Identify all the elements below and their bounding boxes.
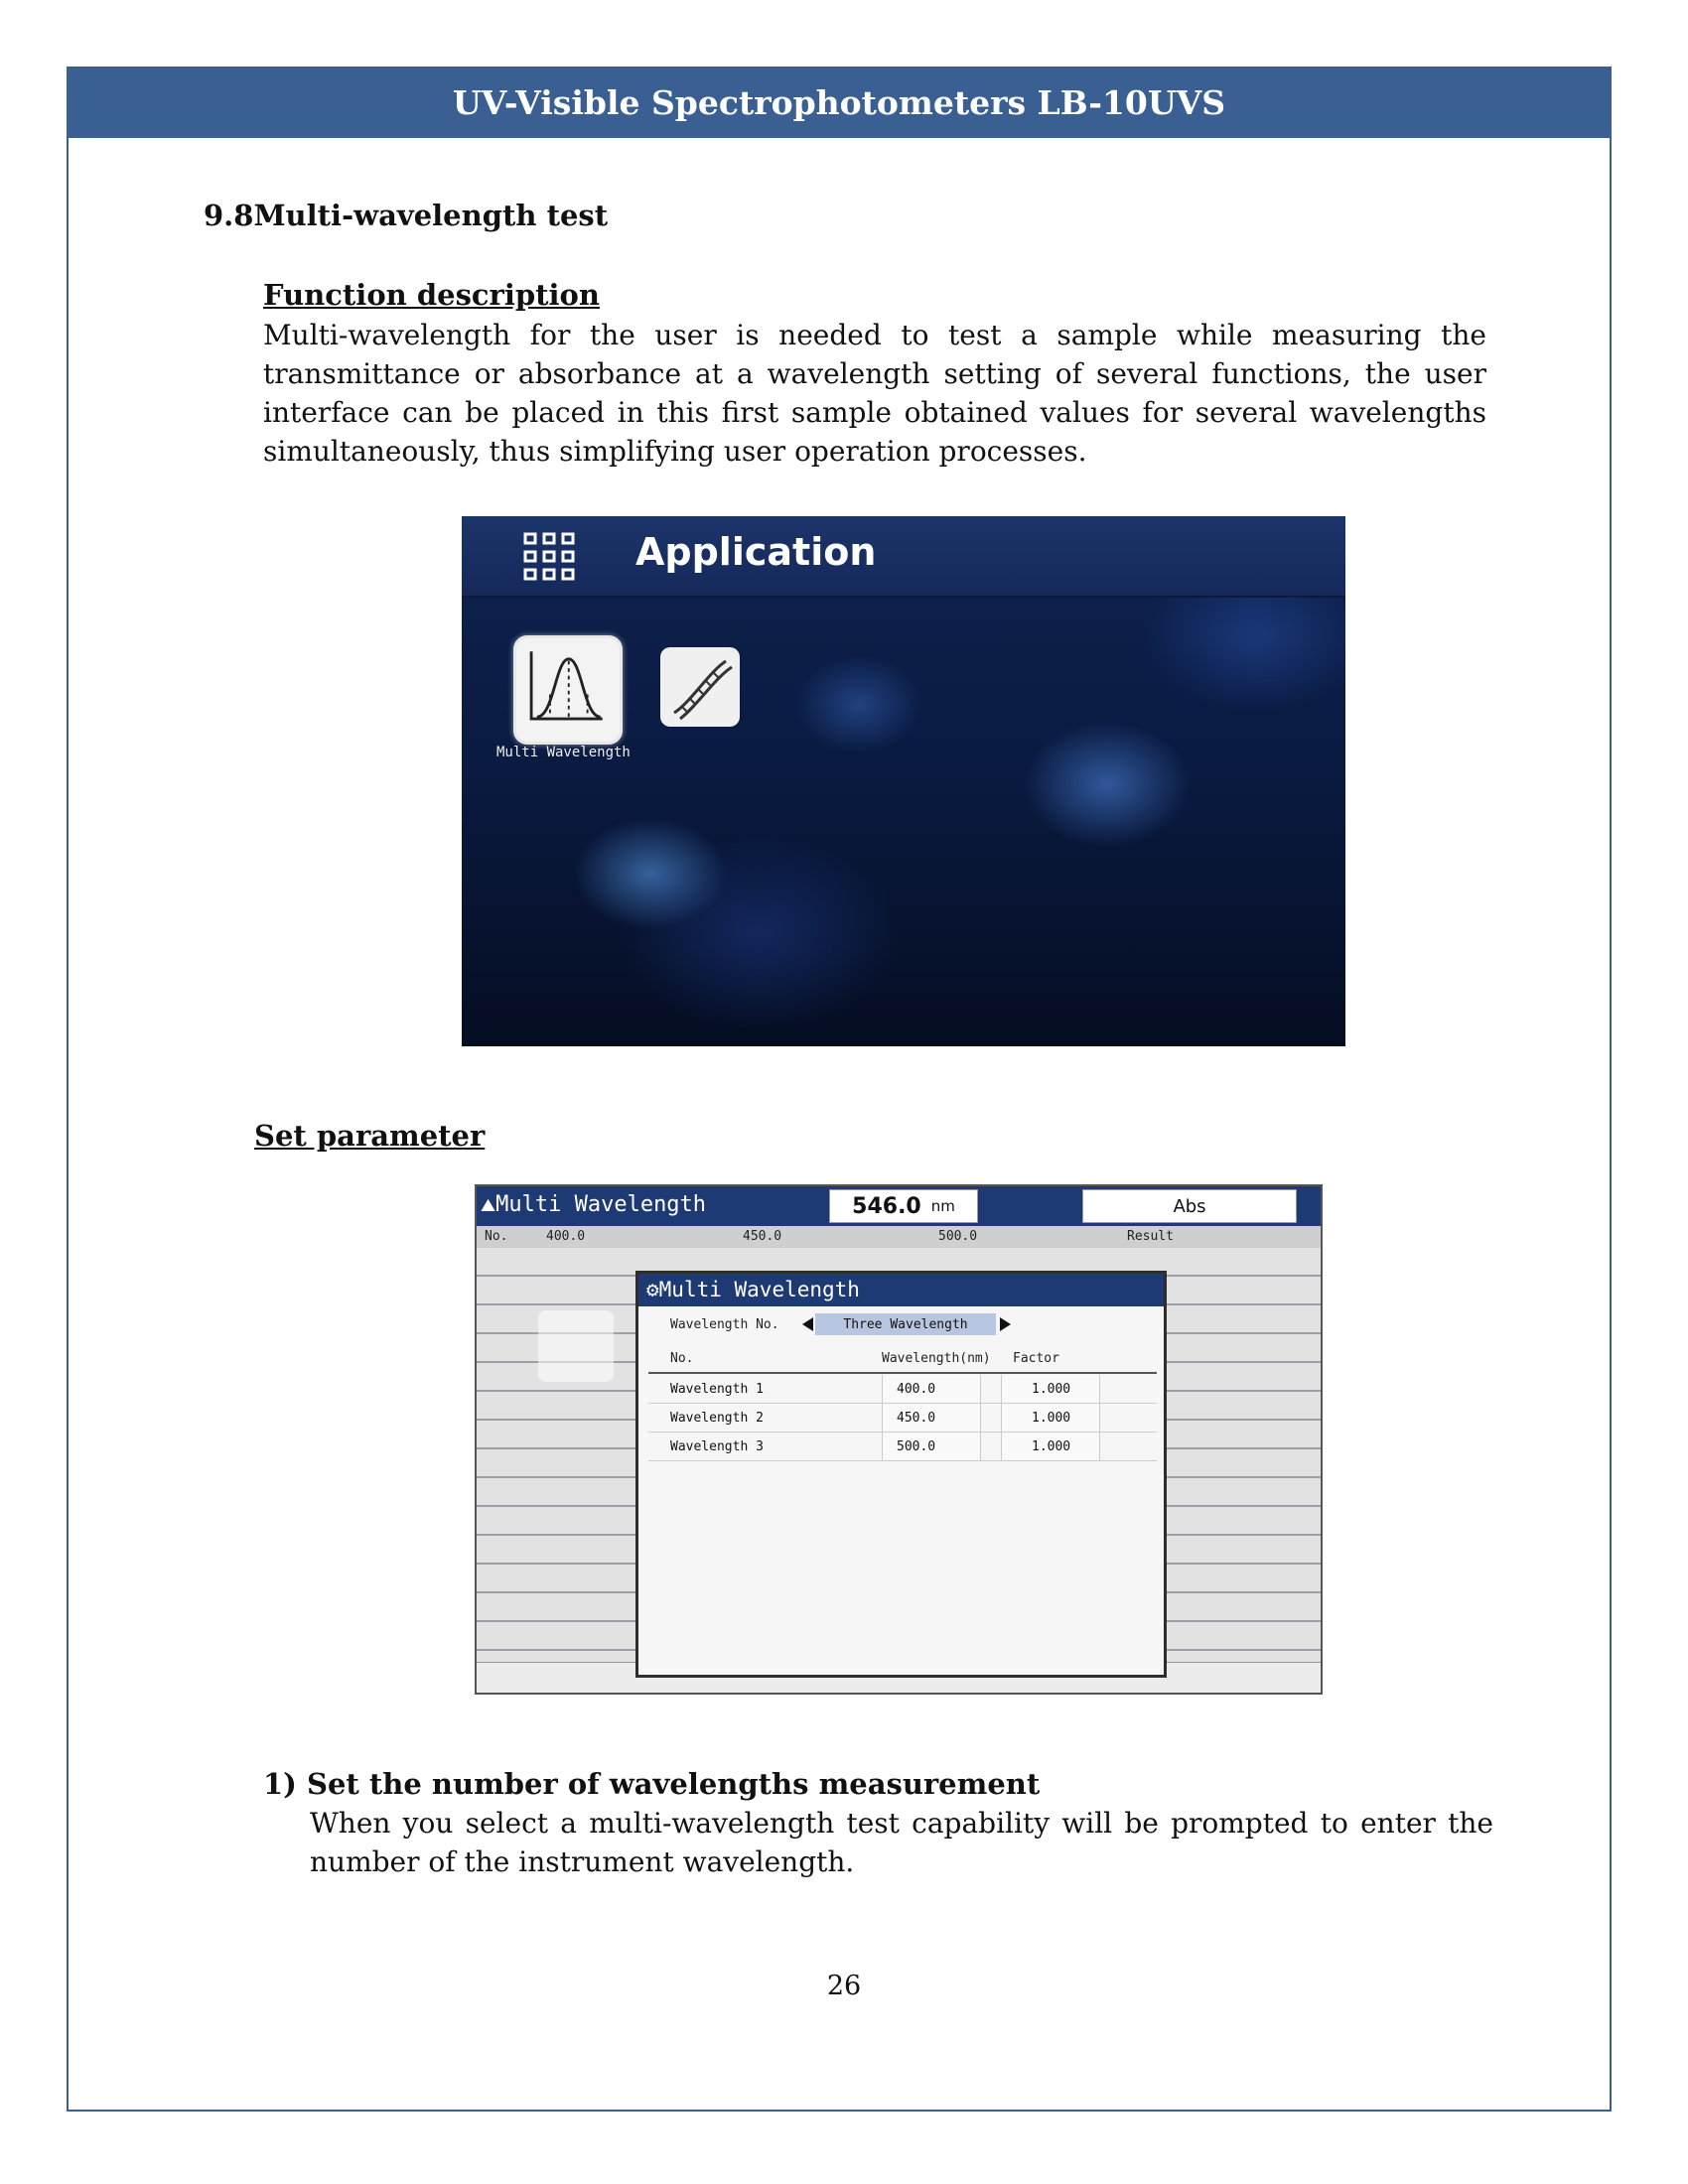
- parameter-screenshot: [475, 1184, 1323, 1695]
- factor-input[interactable]: 1.000: [1001, 1433, 1100, 1460]
- column-header-wl2: 450.0: [743, 1229, 782, 1244]
- function-description-text: Multi-wavelength for the user is needed to test a sample while measuring the transmittance or absorbance at a wavelength setting of several functions, the user interface can be placed in this first sample obtained values for several wavelengths simultaneously, thus simplifying user operation processes.: [263, 319, 1486, 468]
- wavelength-input[interactable]: 400.0: [882, 1375, 981, 1403]
- dialog-title-bar: [638, 1274, 1164, 1306]
- next-arrow-icon[interactable]: [1000, 1317, 1011, 1331]
- step-1-heading: 1) Set the number of wavelengths measurement: [263, 1767, 1041, 1801]
- column-header-result: Result: [1127, 1229, 1174, 1244]
- results-column-header: [477, 1226, 1321, 1248]
- application-screenshot: [462, 516, 1345, 1046]
- section-title: 9.8Multi-wavelength test: [204, 199, 609, 232]
- multi-wavelength-app-label: Multi Wavelength: [496, 745, 631, 760]
- column-header-no: No.: [485, 1229, 508, 1244]
- table-header-factor: Factor: [1013, 1351, 1059, 1366]
- table-header-wavelength: Wavelength(nm): [882, 1351, 991, 1366]
- table-row: [648, 1375, 1157, 1404]
- multi-wavelength-icon: [516, 638, 614, 736]
- wavelength-display[interactable]: [829, 1189, 978, 1223]
- table-row: [648, 1433, 1157, 1461]
- row-name: Wavelength 1: [670, 1381, 764, 1397]
- dna-icon: [660, 647, 740, 727]
- gear-icon: ⚙: [646, 1278, 659, 1301]
- wavelength-no-label: Wavelength No.: [670, 1317, 779, 1332]
- param-screen-title: ⛰Multi Wavelength: [481, 1192, 707, 1217]
- param-top-bar: [477, 1186, 1321, 1226]
- column-header-wl1: 400.0: [546, 1229, 586, 1244]
- multi-wavelength-ghost-icon: [538, 1310, 614, 1382]
- column-header-wl3: 500.0: [938, 1229, 978, 1244]
- table-divider: [648, 1372, 1157, 1374]
- multi-wavelength-app-button[interactable]: [513, 635, 623, 745]
- app-top-bar: [462, 516, 1345, 598]
- wavelength-value: 546.0: [852, 1193, 921, 1219]
- factor-input[interactable]: 1.000: [1001, 1404, 1100, 1432]
- wavelength-input[interactable]: 500.0: [882, 1433, 981, 1460]
- document-header: UV-Visible Spectrophotometers LB-10UVS: [67, 67, 1612, 138]
- chart-icon: ⛰: [481, 1195, 496, 1216]
- dialog-title: ⚙Multi Wavelength: [646, 1278, 860, 1301]
- app-screen-title: Application: [635, 530, 877, 574]
- row-name: Wavelength 3: [670, 1438, 764, 1454]
- wavelength-input[interactable]: 450.0: [882, 1404, 981, 1432]
- set-parameter-heading: Set parameter: [254, 1119, 486, 1153]
- factor-input[interactable]: 1.000: [1001, 1375, 1100, 1403]
- function-description-heading: Function description: [263, 278, 600, 312]
- previous-arrow-icon[interactable]: [802, 1317, 813, 1331]
- table-row: [648, 1404, 1157, 1433]
- mode-display[interactable]: Abs: [1082, 1189, 1297, 1223]
- row-name: Wavelength 2: [670, 1410, 764, 1426]
- multi-wavelength-dialog: [635, 1271, 1167, 1678]
- wavelength-no-select[interactable]: Three Wavelength: [815, 1313, 996, 1335]
- dna-app-button[interactable]: [660, 647, 740, 727]
- step-1-text: When you select a multi-wavelength test capability will be prompted to enter the number of the instrument wavelength.: [310, 1807, 1493, 1878]
- table-header-no: No.: [670, 1351, 694, 1366]
- apps-grid-icon: [523, 532, 575, 582]
- page-number: 26: [826, 1971, 862, 2001]
- wavelength-unit: nm: [930, 1197, 955, 1215]
